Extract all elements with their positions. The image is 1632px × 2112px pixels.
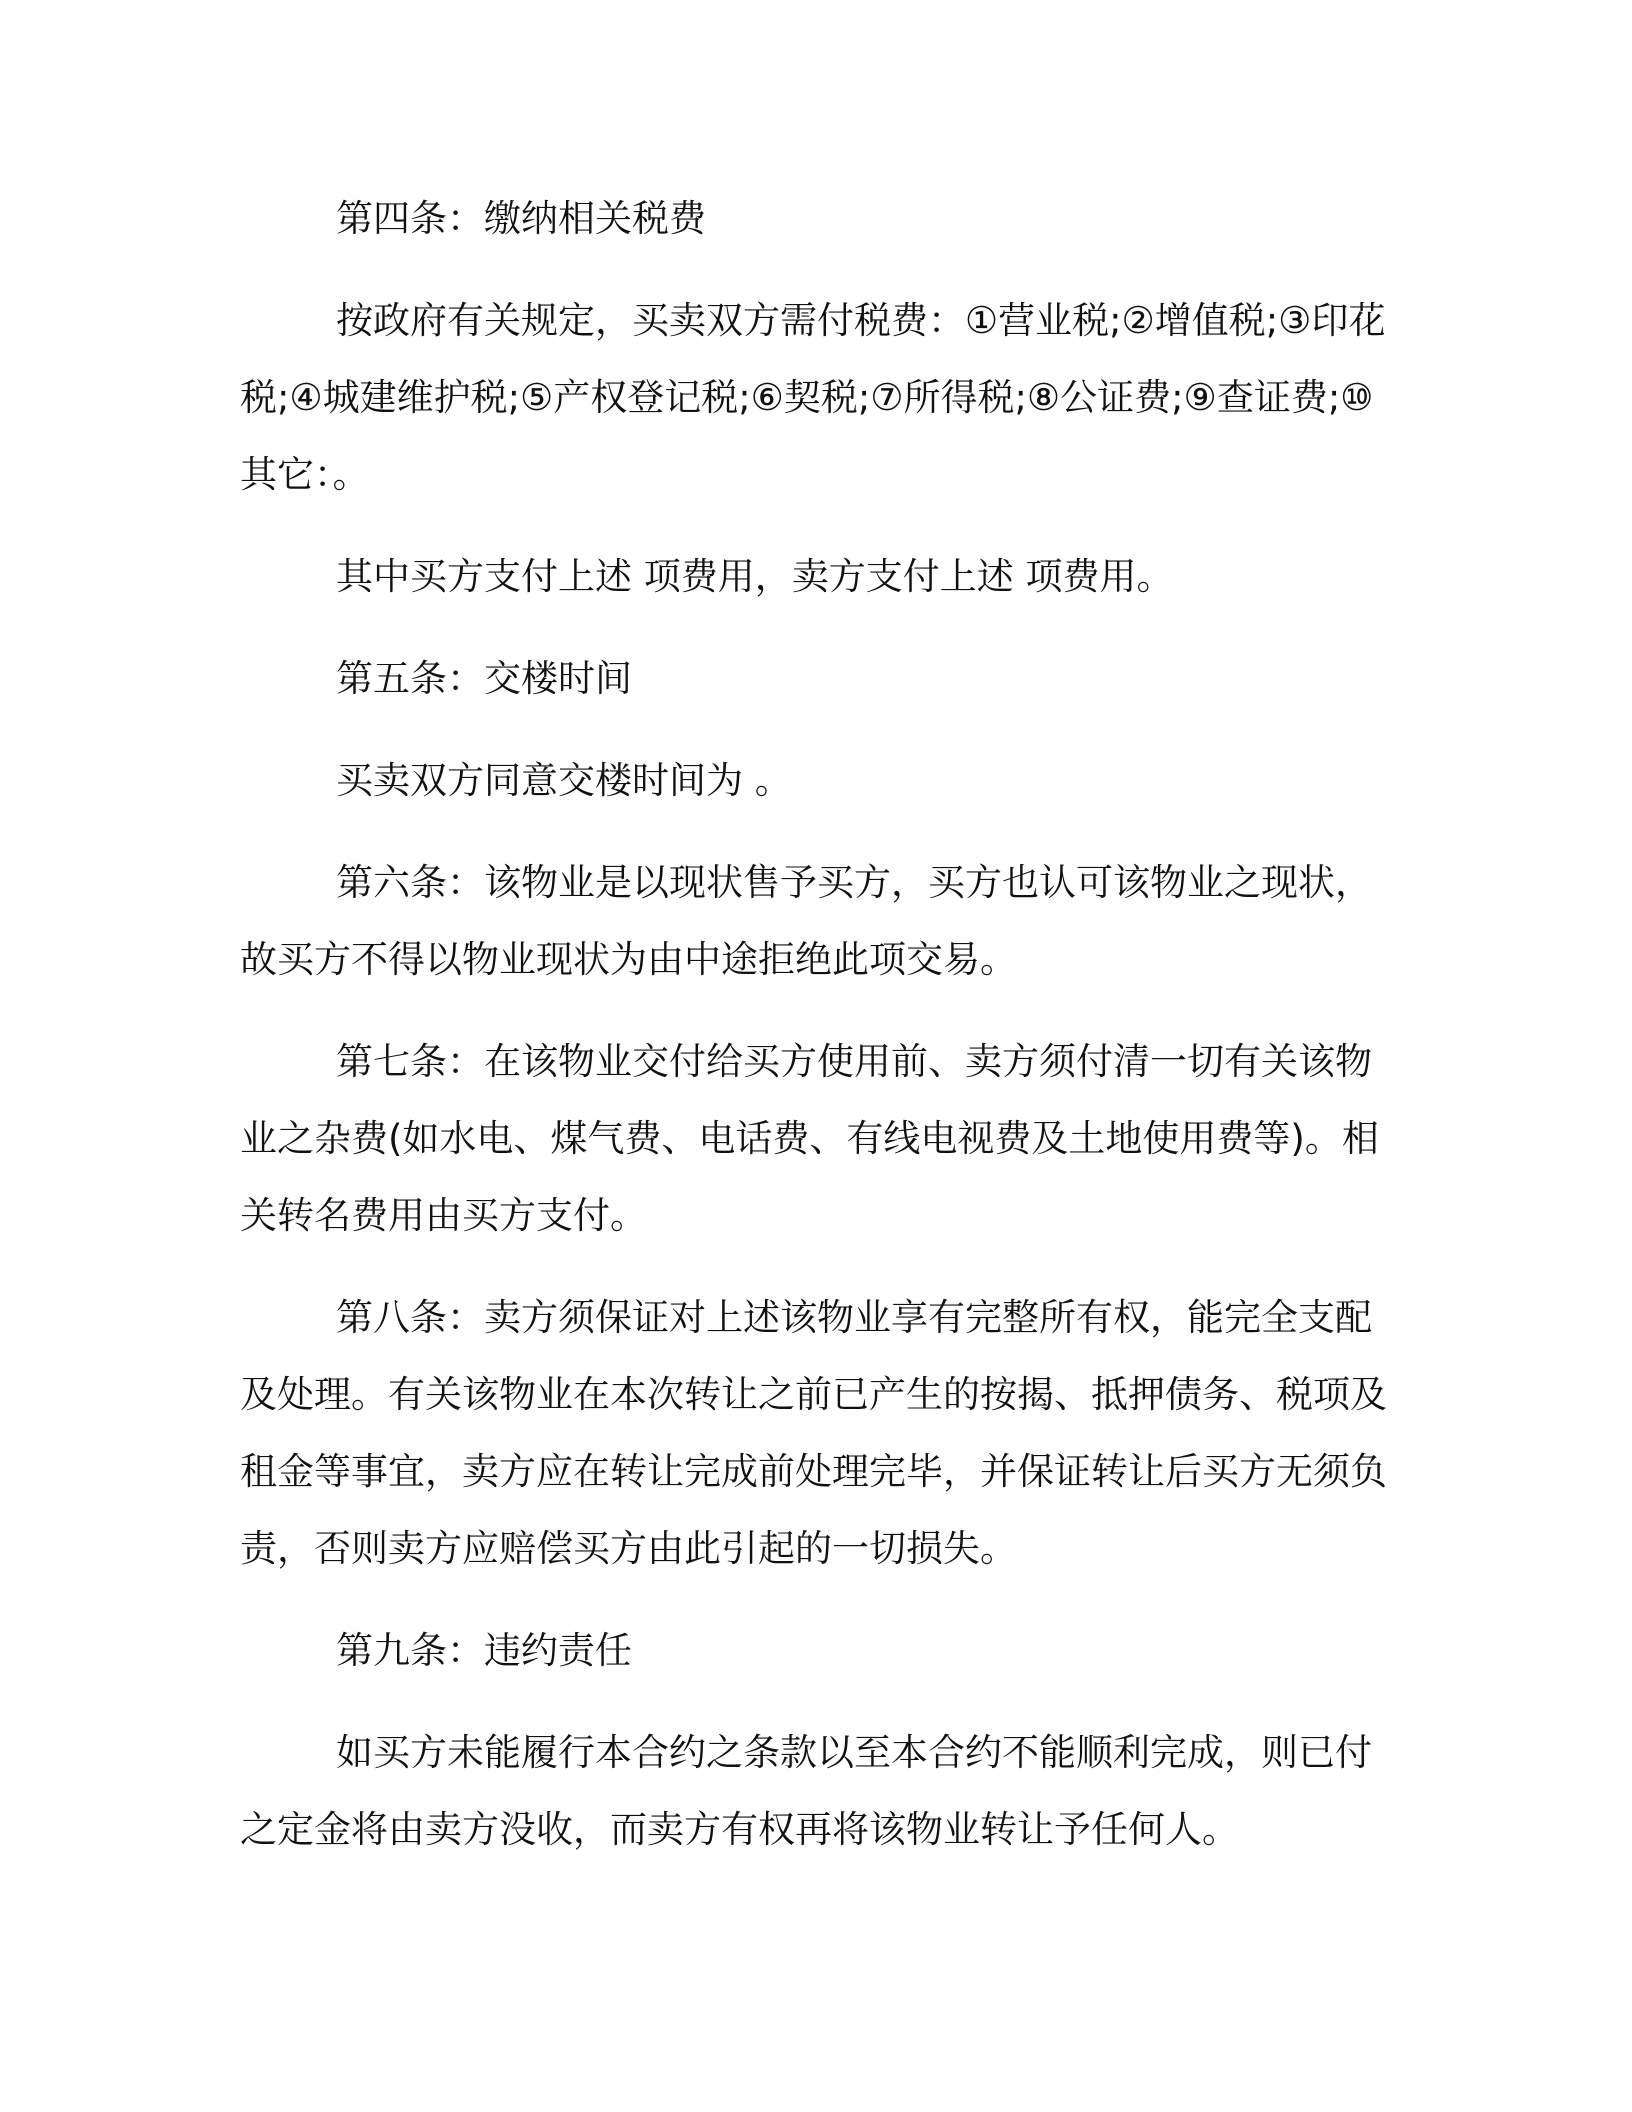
article-6-paragraph: 第六条：该物业是以现状售予买方，买方也认可该物业之现状，故买方不得以物业现状为由中途拒绝此项交易。 (240, 861, 1372, 981)
article-4-tax-list: 按政府有关规定，买卖双方需付税费：①营业税;②增值税;③印花税;④城建维护税;⑤产权登记税;⑥契税;⑦所得税;⑧公证费;⑨查证费;⑩其它：。 (240, 299, 1386, 496)
article-4-heading: 第四条：缴纳相关税费 (336, 197, 706, 240)
article-9-heading: 第九条：违约责任 (336, 1629, 632, 1672)
article-7-paragraph: 第七条：在该物业交付给买方使用前、卖方须付清一切有关该物业之杂费(如水电、煤气费、电话费、有线电视费及土地使用费等)。相关转名费用由买方支付。 (240, 1040, 1379, 1237)
document-body (240, 180, 1400, 1868)
article-4-tax-split: 其中买方支付上述 项费用，卖方支付上述 项费用。 (336, 555, 1174, 598)
article-5-heading: 第五条：交楼时间 (336, 657, 632, 700)
article-9-breach-clause: 如买方未能履行本合约之条款以至本合约不能顺利完成，则已付之定金将由卖方没收，而卖方有权再将该物业转让予任何人。 (240, 1731, 1372, 1851)
article-5-handover-time: 买卖双方同意交楼时间为 。 (336, 759, 792, 802)
article-8-paragraph: 第八条：卖方须保证对上述该物业享有完整所有权，能完全支配及处理。有关该物业在本次转让之前已产生的按揭、抵押债务、税项及租金等事宜，卖方应在转让完成前处理完毕，并保证转让后买方无须负责，否则卖方应赔偿买方由此引起的一切损失。 (240, 1296, 1387, 1570)
